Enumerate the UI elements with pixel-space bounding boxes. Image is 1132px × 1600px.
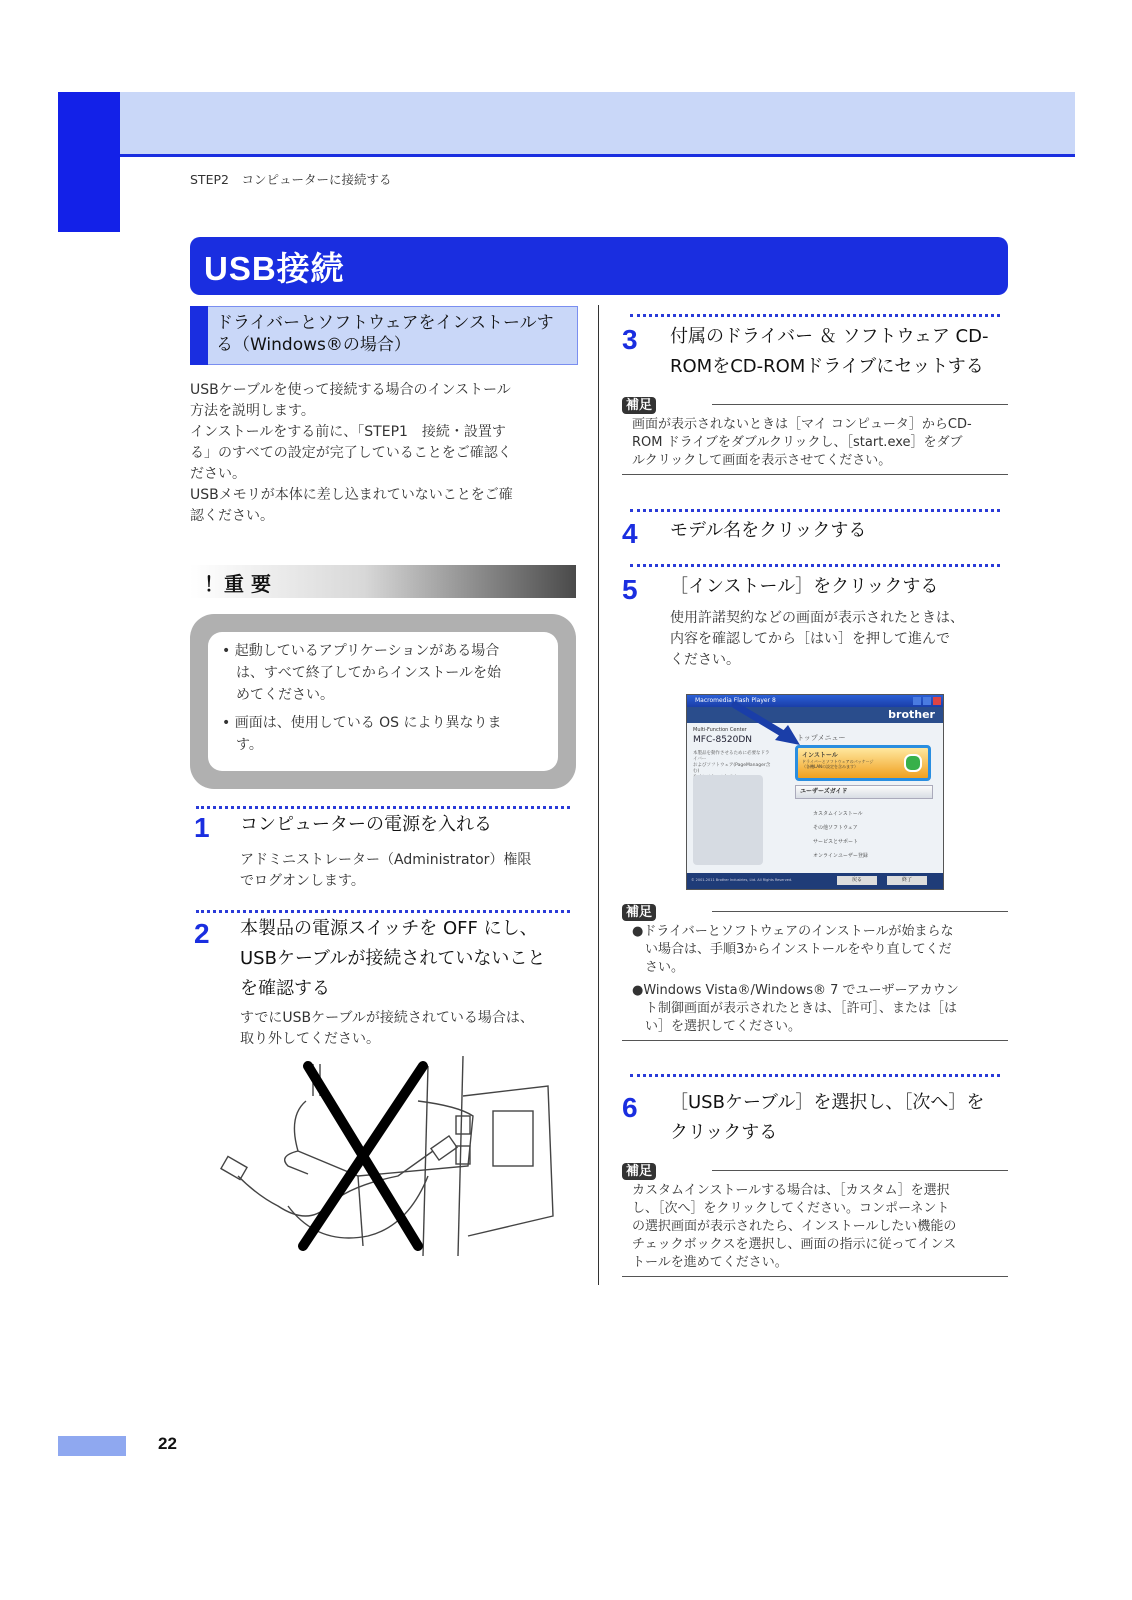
install-button[interactable]: インストール ドライバーとソフトウェアのパッケージ （各機LANの設定を含みます）: [795, 745, 931, 781]
note-badge: 補足: [622, 1160, 656, 1179]
note-badge: 補足: [622, 901, 656, 920]
dotted-separator: [630, 1074, 1000, 1077]
note-rule: [712, 1170, 1008, 1171]
step-body: アドミニストレーター（Administrator）権限 でログオンします。: [240, 852, 532, 889]
important-item: • 画面は、使用している OS により異なりま す。: [222, 715, 502, 753]
note-badge: 補足: [622, 394, 656, 413]
top-menu-label: トップメニュー: [797, 734, 846, 742]
dotted-separator: [630, 509, 1000, 512]
note-text: カスタムインストールする場合は、［カスタム］を選択 し、［次へ］をクリックしてください。コンポーネント の選択画面が表示されたら、インストールしたい機能の チェックボックスを選択し、画面の指示に従ってインス トールを進めてください。: [632, 1183, 957, 1270]
note-rule: [622, 1040, 1008, 1041]
note-rule: [712, 404, 1008, 405]
step-label: STEP2 コンピューターに接続する: [190, 172, 392, 187]
maximize-icon[interactable]: [923, 697, 931, 705]
subheading-accent: [190, 306, 208, 365]
installer-screenshot: [686, 694, 944, 890]
dotted-separator: [196, 910, 570, 913]
step-title: ［インストール］をクリックする: [670, 576, 939, 597]
menu-item[interactable]: オンラインユーザー登録: [813, 853, 868, 859]
dotted-separator: [630, 564, 1000, 567]
menu-list: [813, 807, 868, 863]
close-icon[interactable]: [933, 697, 941, 705]
note-text: 画面が表示されないときは［マイ コンピュータ］からCD- ROM ドライブをダブルクリックし、［start.exe］をダブ ルクリックして画面を表示させてください。: [632, 417, 972, 468]
intro-text: USBケーブルを使って接続する場合のインストール 方法を説明します。 インストールをする前に、「STEP1 接続・設置す る」のすべての設定が完了していることをご確認く ださい。 USBメモリが本体に差し込まれていないことをご確 認ください。: [190, 382, 513, 524]
exit-button[interactable]: 終了: [887, 876, 927, 885]
step-title: 本製品の電源スイッチを OFF にし、 USBケーブルが接続されていないこと を確認する: [240, 918, 546, 999]
step-number: 2: [194, 918, 210, 949]
minimize-icon[interactable]: [913, 697, 921, 705]
usb-disconnected-illustration: [218, 1056, 568, 1256]
important-title: ！重 要: [204, 572, 271, 596]
back-button[interactable]: 戻る: [837, 876, 877, 885]
user-guide-button[interactable]: ユーザーズガイド: [795, 785, 933, 799]
step-title: ［USBケーブル］を選択し、［次へ］を クリックする: [670, 1092, 985, 1143]
note-rule: [622, 1276, 1008, 1277]
step-number: 3: [622, 324, 638, 355]
step-number: 4: [622, 518, 638, 549]
cd-icon: [904, 754, 922, 772]
note-item: ●ドライバーとソフトウェアのインストールが始まらな い場合は、手順3からインストールをやり直してくだ さい。: [632, 924, 954, 975]
note-rule: [622, 474, 1008, 475]
description: 本製品を動作させるために必要なドライバー およびソフトウェア(PageManager含む): [693, 751, 771, 774]
step-number: 5: [622, 574, 638, 605]
step-title: コンピューターの電源を入れる: [240, 814, 492, 835]
arrow-pointer: [730, 700, 810, 750]
subheading: ドライバーとソフトウェアをインストールする（Windows®の場合）: [216, 313, 554, 355]
step-number: 6: [622, 1092, 638, 1123]
page-title: USB接続: [204, 250, 345, 287]
page-tab: [58, 1436, 126, 1456]
step-number: 1: [194, 812, 210, 843]
mfc-label: Multi-Function Center: [693, 727, 747, 733]
footer-bar: © 2001-2011 Brother Industries, Ltd. All Rights Reserved. 戻る 終了: [687, 873, 943, 889]
step-body: 使用許諾契約などの画面が表示されたときは、 内容を確認してから［はい］を押して進んで ください。: [670, 610, 964, 668]
note-rule: [712, 911, 1008, 912]
menu-item[interactable]: カスタムインストール: [813, 811, 863, 817]
header-band: [120, 92, 1075, 157]
brand-logo: brother: [687, 707, 943, 723]
step-title: 付属のドライバー ＆ ソフトウェア CD- ROMをCD-ROMドライブにセットする: [670, 326, 989, 377]
side-tab: [58, 92, 120, 232]
step-title: モデル名をクリックする: [670, 520, 867, 541]
dotted-separator: [630, 314, 1000, 317]
note-item: ●Windows Vista®/Windows® 7 でユーザーアカウン ト制御画面が表示されたときは、［許可］、または［は い］を選択してください。: [632, 983, 959, 1034]
step-body: すでにUSBケーブルが接続されている場合は、 取り外してください。: [240, 1010, 534, 1047]
dotted-separator: [196, 806, 570, 809]
model-name[interactable]: MFC-8520DN: [693, 735, 753, 745]
page-number: 22: [158, 1434, 177, 1453]
menu-item[interactable]: サービスとサポート: [813, 839, 859, 845]
printer-image: [693, 775, 763, 865]
window-titlebar: Macromedia Flash Player 8: [687, 695, 943, 707]
important-item: • 起動しているアプリケーションがある場合 は、すべて終了してからインストールを始 めてください。: [222, 643, 502, 703]
column-divider: [598, 305, 599, 1285]
menu-item[interactable]: その他ソフトウェア: [813, 825, 858, 831]
